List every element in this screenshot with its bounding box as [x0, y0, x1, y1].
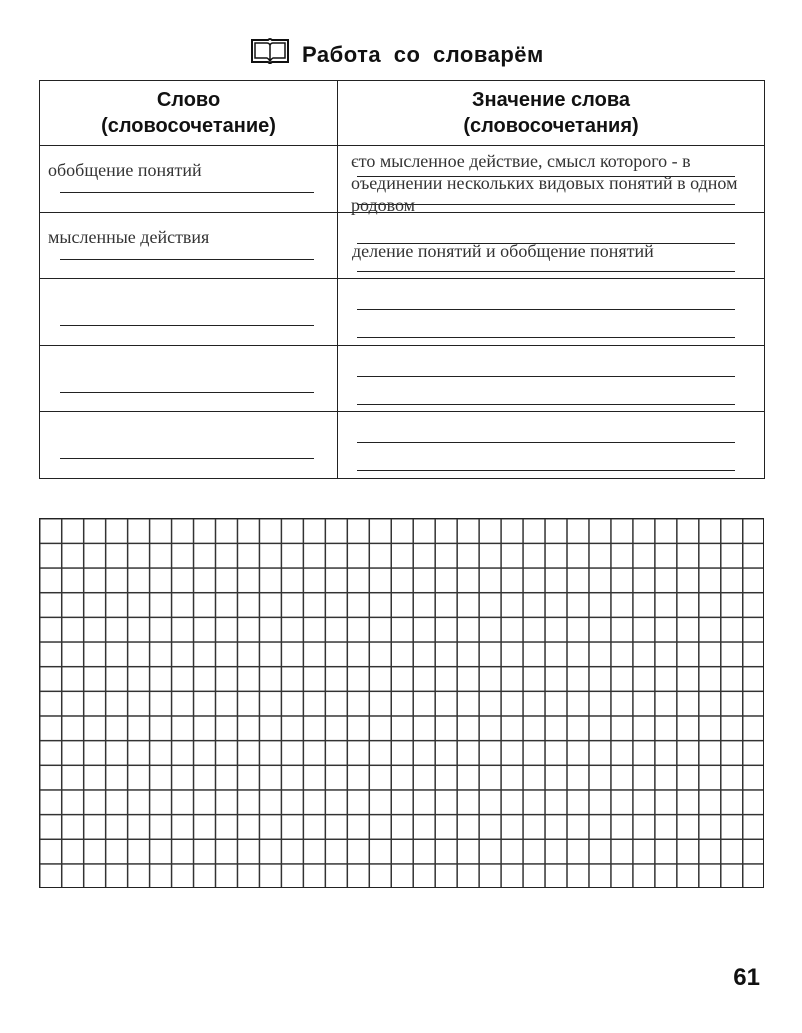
heading-title: Работа со словарём — [302, 42, 544, 67]
answer-line — [60, 192, 314, 193]
answer-line — [60, 458, 314, 459]
meaning-cell[interactable] — [338, 146, 765, 216]
word-text: обобщение понятий — [48, 160, 202, 181]
table-row — [40, 345, 765, 412]
word-cell[interactable] — [40, 212, 338, 279]
meaning-cell[interactable] — [338, 279, 765, 346]
meaning-text: єто мысленное действие, смысл которого - в оъединении нескольких видовых понятий в одном родовом — [351, 151, 738, 216]
answer-line — [357, 442, 735, 443]
answer-line — [60, 259, 314, 260]
table-row — [40, 412, 765, 479]
word-text: мысленные действия — [48, 226, 210, 247]
answer-line — [357, 337, 735, 338]
answer-line — [357, 404, 735, 405]
header-word: Слово (словосочетание) — [40, 81, 338, 146]
answer-line — [357, 470, 735, 471]
meaning-cell[interactable] — [338, 345, 765, 412]
table-row — [40, 279, 765, 346]
answer-line — [357, 271, 735, 272]
book-icon — [250, 36, 290, 66]
table-row — [40, 212, 765, 279]
answer-line — [357, 376, 735, 377]
meaning-cell[interactable] — [338, 212, 765, 279]
word-cell[interactable] — [40, 345, 338, 412]
squared-writing-grid[interactable] — [39, 518, 764, 888]
header-meaning: Значение слова (словосочетания) — [338, 81, 765, 146]
table-row — [40, 146, 765, 213]
section-heading — [250, 36, 580, 70]
meaning-cell[interactable] — [338, 412, 765, 479]
word-cell[interactable] — [40, 412, 338, 479]
answer-line — [357, 309, 735, 310]
table-header-row — [40, 81, 765, 146]
vocabulary-table — [39, 80, 765, 479]
answer-line — [60, 392, 314, 393]
answer-line — [60, 325, 314, 326]
meaning-text: деление понятий и обобщение понятий — [352, 240, 654, 261]
page-number: 61 — [733, 964, 760, 991]
word-cell[interactable] — [40, 279, 338, 346]
word-cell[interactable] — [40, 146, 338, 213]
